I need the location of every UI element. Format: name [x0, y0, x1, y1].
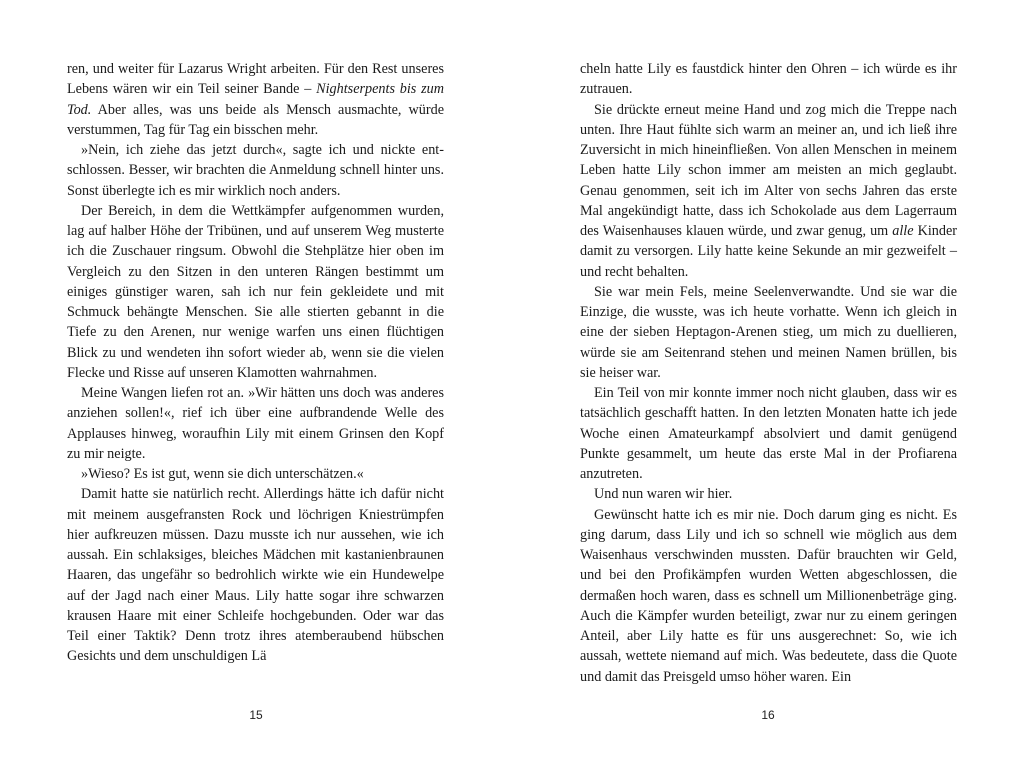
right-page	[580, 59, 957, 687]
paragraph: Sie drückte erneut meine Hand und zog mich die Treppe nach unten. Ihre Haut fühlte sich warm an meiner an, und ich ließ ihre Zuversicht in mich hineinfließen. Von allen Menschen in meinem Leben hatte Lily schon immer am meisten an mich geglaubt. Genau genommen, seit ich im Alter von sechs Jahren das erste Mal angekündigt hatte, dass ich Schokolade aus dem Lagerraum des Waisenhauses klauen würde, und zwar genug, um alle Kinder damit zu versorgen. Lily hatte keine Sekunde an mir gezweifelt – und recht behalten.	[580, 101, 957, 280]
paragraph: Gewünscht hatte ich es mir nie. Doch darum ging es nicht. Es ging darum, dass Lily und ich so schnell wie möglich aus dem Waisenhaus verschwinden mussten. Dafür brauchten wir Geld, und bei den Profikämpfen wurden Wetten abgeschlossen, die dermaßen hoch waren, dass es schnell um Millionenbeträge ging. Auch die Kämpfer wurden beteiligt, zwar nur zu einem geringen Anteil, aber Lily hatte es für uns ausgerechnet: So, wie ich aussah, wettete niemand auf mich. Was bedeutete, dass die Quote und damit das Preisgeld umso höher waren. Ein	[580, 506, 957, 685]
paragraph: Meine Wangen liefen rot an. »Wir hätten uns doch was anderes anziehen sollen!«, rief ich über eine aufbrandende Welle des Applauses hinweg, woraufhin Lily mit einem Grinsen den Kopf zu mir neigte.	[67, 385, 444, 462]
paragraph: Ein Teil von mir konnte immer noch nicht glauben, dass wir es tatsächlich geschafft hatten. In den letzten Monaten hatte ich jede Woche einen Amateurkampf absolviert und damit genügend Punkte gesammelt, um heute das erste Mal in der Profiarena anzutreten.	[580, 385, 957, 482]
paragraph: Der Bereich, in dem die Wettkämpfer aufgenommen wurden, lag auf halber Höhe der Tribünen, und auf unserem Weg musterte ich die Zuschauer ringsum. Obwohl die Stehplätze hier oben im Vergleich zu den Sitzen in den unteren Rängen bestimmt um einiges günstiger waren, sah ich nur fein gekleidete und mit Schmuck behängte Menschen. Sie alle stierten gebannt in die Tiefe zu den Arenen, nur wenige warfen uns einen flüchtigen Blick zu und wendeten ihn sofort wieder ab, wenn sie die vielen Flecke und Risse auf unseren Klamotten wahrnahmen.	[67, 202, 444, 381]
paragraph: Sie war mein Fels, meine Seelenverwandte. Und sie war die Einzige, die wusste, was ich heute vorhatte. Wenn ich gleich in eine der sieben Heptagon-Arenen stieg, um mich zu duellieren, würde sie am Seitenrand stehen und meinen Namen brüllen, bis sie heiser war.	[580, 283, 957, 381]
paragraph: Damit hatte sie natürlich recht. Allerdings hätte ich dafür nicht mit meinem ausgefransten Rock und löchrigen Kniestrümpfen hier aufkreuzen müssen. Dazu musste ich nur aussehen, wie ich aussah. Ein schlaksiges, bleiches Mädchen mit kastanienbraunen Haaren, das ungefähr so bedrohlich wirkte wie ein Hundewelpe auf der Jagd nach einer Maus. Lily hatte sogar ihre schwarzen krausen Haare mit einer Schleife hochgebunden. Oder war das Teil einer Taktik? Denn trotz ihres atemberaubend hübschen Gesichts und dem unschuldigen Lä	[67, 486, 444, 665]
paragraph: cheln hatte Lily es faustdick hinter den Ohren – ich würde es ihr zutrauen.	[580, 61, 957, 98]
paragraph: »Wieso? Es ist gut, wenn sie dich unterschätzen.«	[81, 466, 364, 482]
left-page	[67, 59, 444, 667]
page-number-left: 15	[249, 708, 263, 722]
paragraph: Und nun waren wir hier.	[594, 486, 733, 503]
paragraph: »Nein, ich ziehe das jetzt durch«, sagte ich und nickte entschlossen. Besser, wir brachten die Anmeldung schnell hinter uns. Sonst überlegte ich es mir wirklich noch anders.	[67, 142, 444, 199]
page-number-right: 16	[761, 708, 775, 722]
paragraph: ren, und weiter für Lazarus Wright arbeiten. Für den Rest unseres Lebens wären wir ein Teil seiner Bande – Nightserpents bis zum Tod. Aber alles, was uns beide als Mensch ausmachte, würde verstummen, Tag für Tag ein bisschen mehr.	[67, 61, 444, 138]
